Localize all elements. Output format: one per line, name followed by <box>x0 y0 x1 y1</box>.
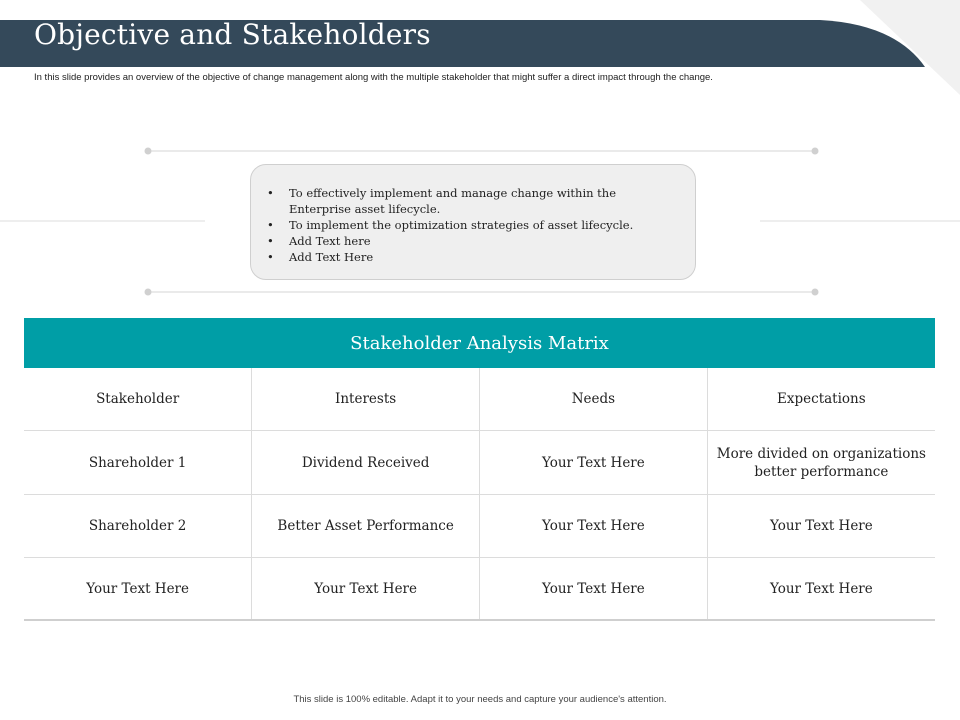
objective-item: • Add Text Here <box>267 249 679 265</box>
objective-item: • To effectively implement and manage change within the Enterprise asset lifecycle. <box>267 185 679 217</box>
column-header: Interests <box>252 368 480 431</box>
objective-item: • Add Text here <box>267 233 679 249</box>
table-cell: More divided on organizations better performance <box>707 431 935 495</box>
objective-list <box>267 185 679 265</box>
objective-box <box>250 164 696 280</box>
table-row <box>24 431 935 495</box>
table-row <box>24 495 935 558</box>
stakeholder-matrix-table <box>24 368 935 621</box>
page-subtitle: In this slide provides an overview of the objective of change management along with the multiple stakeholder that might suffer a direct impact through the change. <box>34 72 713 83</box>
table-cell: Your Text Here <box>480 495 708 558</box>
table-cell: Shareholder 2 <box>24 495 252 558</box>
table-cell: Your Text Here <box>707 558 935 621</box>
table-cell: Your Text Here <box>480 431 708 495</box>
table-cell: Your Text Here <box>707 495 935 558</box>
table-header-row <box>24 368 935 431</box>
column-header: Needs <box>480 368 708 431</box>
table-cell: Better Asset Performance <box>252 495 480 558</box>
matrix-title: Stakeholder Analysis Matrix <box>24 318 935 368</box>
column-header: Expectations <box>707 368 935 431</box>
page-title: Objective and Stakeholders <box>34 18 431 51</box>
table-row <box>24 558 935 621</box>
table-cell: Your Text Here <box>252 558 480 621</box>
footer-note: This slide is 100% editable. Adapt it to your needs and capture your audience's attention. <box>293 694 667 705</box>
table-cell: Dividend Received <box>252 431 480 495</box>
table-cell: Your Text Here <box>24 558 252 621</box>
table-cell: Shareholder 1 <box>24 431 252 495</box>
column-header: Stakeholder <box>24 368 252 431</box>
objective-item: • To implement the optimization strategies of asset lifecycle. <box>267 217 679 233</box>
table-cell: Your Text Here <box>480 558 708 621</box>
